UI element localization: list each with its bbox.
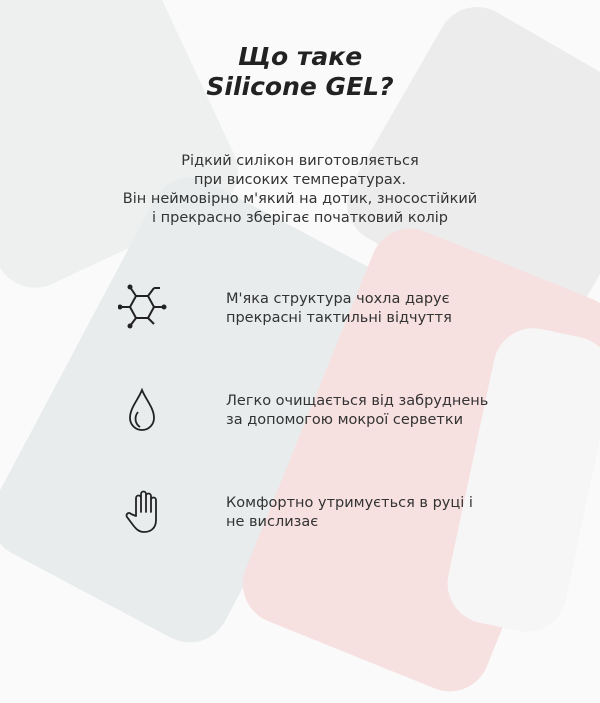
- feature-comfortable-grip: [0, 488, 600, 548]
- intro-line: і прекрасно зберігає початковий колір: [152, 210, 448, 226]
- intro-text: [0, 152, 600, 228]
- feature-soft-structure: [0, 284, 600, 344]
- feature-line: прекрасні тактильні відчуття: [226, 310, 452, 326]
- feature-text: [226, 290, 452, 328]
- feature-text: [226, 392, 488, 430]
- intro-line: Він неймовірно м'який на дотик, зносостійкий: [122, 191, 478, 207]
- page-title: [0, 42, 600, 102]
- title-line: Silicone GEL?: [206, 72, 394, 101]
- feature-line: не вислизає: [226, 514, 319, 530]
- feature-line: Комфортно утримується в руці і: [226, 495, 473, 511]
- intro-line: при високих температурах.: [193, 172, 406, 188]
- feature-line: за допомогою мокрої серветки: [226, 412, 464, 428]
- intro-line: Рідкий силікон виготовляється: [181, 153, 419, 169]
- title-line: Що таке: [237, 42, 363, 71]
- molecule-icon: [118, 284, 168, 334]
- feature-line: Легко очищається від забруднень: [226, 393, 489, 409]
- water-drop-icon: [118, 386, 168, 436]
- feature-easy-clean: [0, 386, 600, 446]
- hand-icon: [118, 488, 168, 538]
- feature-text: [226, 494, 473, 532]
- feature-line: М'яка структура чохла дарує: [226, 291, 450, 307]
